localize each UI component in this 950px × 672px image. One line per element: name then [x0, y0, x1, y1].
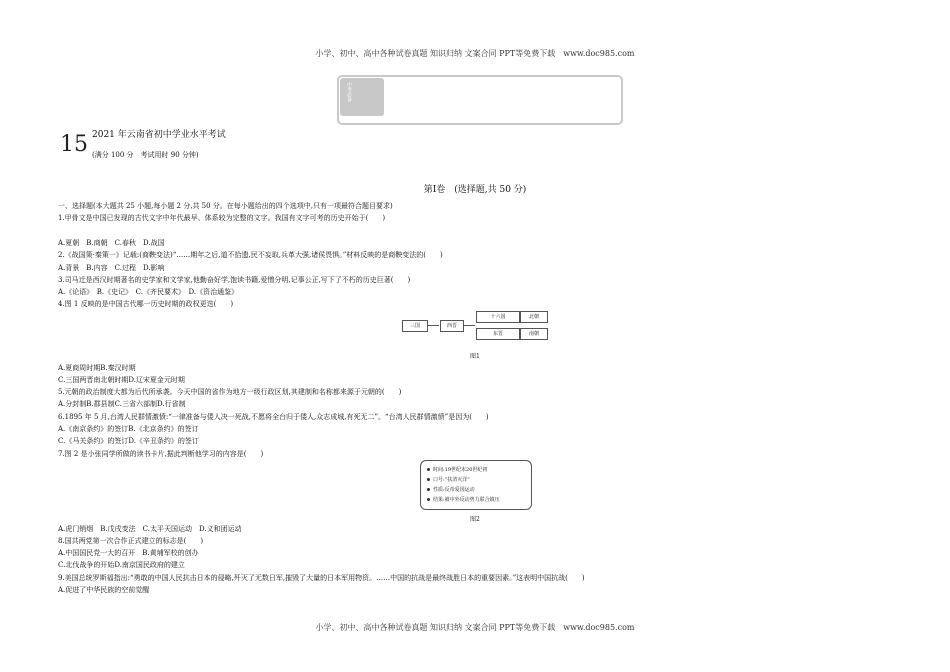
figure-1-caption: 图1: [470, 353, 480, 360]
diagram-arrow: [463, 325, 475, 326]
card-line: 口号:“扶清灭洋”: [427, 476, 470, 483]
diagram-box-shiliuguo: 十六国: [476, 311, 520, 323]
question-text: 6.1895 年 5 月,台湾人民群情激愤:“一律准备与倭人决一死战,不愿将全台归于倭人,众志成城,有死无二”。“台湾人民群情激愤”是因为( ): [58, 413, 489, 421]
question-text: 3.司马迁是西汉时期著名的史学家和文学家,他勤奋好学,饱读书籍,爱憎分明,记事公正,写下了不朽的历史巨著( ): [58, 276, 411, 284]
exam-title: 2021 年云南省初中学业水平考试: [92, 130, 226, 140]
section-instruction: 一、选择题(本大题共 25 小题,每小题 2 分,共 50 分。在每小题给出的四个选项中,只有一项最符合题目要求): [58, 202, 393, 210]
question-options: A.夏商周时期B.秦汉时期: [58, 364, 136, 372]
question-options: A.《论语》 B.《史记》 C.《齐民要术》 D.《资治通鉴》: [58, 288, 239, 296]
diagram-box-dongjin: 东晋: [476, 328, 520, 340]
exam-subtitle: (满分 100 分 考试用时 90 分钟): [92, 151, 199, 159]
diagram-box-nanchao: 南朝: [520, 328, 548, 340]
question-text: 5.元朝的政治制度大都为后代所承袭。今天中国的省作为地方一级行政区划,其建制和名称都来源于元朝的( ): [58, 388, 402, 396]
page-header: 小学、初中、高中各种试卷真题 知识归纳 文案合同 PPT等免费下载 www.doc985.com: [315, 49, 635, 58]
bullet-icon: [427, 498, 430, 501]
diagram-box-beichao: 北朝: [520, 311, 548, 323]
question-options: C.《马关条约》的签订D.《辛丑条约》的签订: [58, 437, 199, 445]
card-line: 性质:反帝爱国运动: [427, 486, 475, 493]
card-line: 时间:19世纪末20世纪初: [427, 466, 487, 473]
question-options: A.虎门销烟 B.戊戌变法 C.太平天国运动 D.义和团运动: [58, 525, 242, 533]
diagram-box-sanguo: 三国: [402, 320, 428, 332]
question-text: 1.甲骨文是中国已发现的古代文字中年代最早、体系较为完整的文字。我国有文字可考的历史开始于( ): [58, 214, 386, 222]
bullet-icon: [427, 488, 430, 491]
card-line: 结果:被中外反动势力联合镇压: [427, 496, 500, 503]
question-options: C.三国两晋南北朝时期D.辽宋夏金元时期: [58, 376, 185, 384]
question-text: 9.美国总统罗斯福指出:“勇敢的中国人民抗击日本的侵略,歼灭了无数日军,摧毁了大量的日本军用物资。……中国的抗战是最终战胜日本的重要因素。”这表明中国抗战( ): [58, 574, 585, 582]
question-options: A.夏朝 B.商朝 C.春秋 D.战国: [58, 239, 165, 247]
question-options: A.分封制B.郡县制C.三省六部制D.行省制: [58, 400, 186, 408]
bullet-icon: [427, 478, 430, 481]
question-text: 2.《战国策·秦策一》记载:(商鞅变法)“……期年之后,道不拾遗,民不妄取,兵革大强,诸侯畏惧。”材料反映的是商鞅变法的( ): [58, 251, 443, 259]
part-title: 第Ⅰ卷 (选择题,共 50 分): [423, 185, 527, 195]
question-options: A.中国国民党一大的召开 B.黄埔军校的创办: [58, 549, 199, 557]
figure-2-reading-card: [420, 460, 532, 510]
diagram-arrow: [427, 325, 439, 326]
question-text: 8.国共两党第一次合作正式建立的标志是( ): [58, 537, 204, 545]
bullet-icon: [427, 468, 430, 471]
figure-2-caption: 图2: [470, 516, 480, 523]
question-options: C.北伐战争的开始D.南京国民政府的建立: [58, 561, 185, 569]
exam-number: 15: [60, 132, 88, 157]
figure-1-diagram: [400, 312, 550, 342]
page-footer: 小学、初中、高中各种试卷真题 知识归纳 文案合同 PPT等免费下载 www.doc985.com: [315, 623, 635, 632]
question-options: A.背景 B.内容 C.过程 D.影响: [58, 264, 165, 272]
question-options: A.《南京条约》的签订B.《北京条约》的签订: [58, 425, 199, 433]
diagram-box-xijin: 西晋: [440, 320, 464, 332]
question-options: A.促进了中华民族的空前觉醒: [58, 586, 150, 594]
banner-tab-label: 中考必备: [346, 82, 352, 102]
question-text: 7.图 2 是小张同学所做的读书卡片,据此判断他学习的内容是( ): [58, 450, 264, 458]
question-text: 4.图 1 反映的是中国古代哪一历史时期的政权更迭( ): [58, 300, 234, 308]
